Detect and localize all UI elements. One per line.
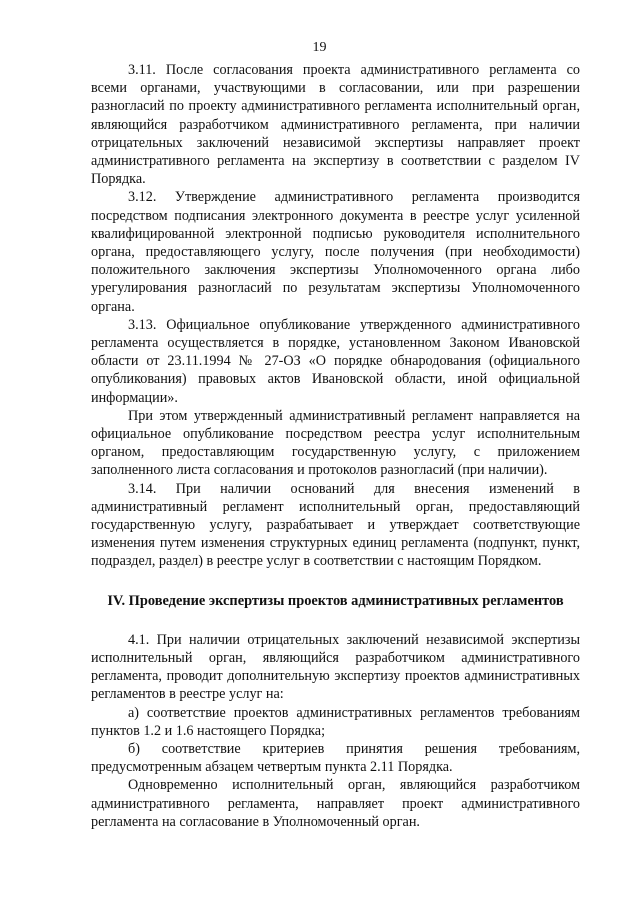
paragraph-3-12: 3.12. Утверждение административного регламента производится посредством подписания электронного документа в реестре услуг усиленной квалифицированной электронной подписью руководителя исполнительного органа, предоставляющего услугу, после получения (при необходимости) положительного заключения экспертизы Уполномоченного органа либо урегулирования разногласий по результатам экспертизы Уполномоченного органа.: [91, 189, 580, 315]
document-body: [91, 61, 580, 831]
paragraph-4-1-b: б) соответствие критериев принятия решения требованиям, предусмотренным абзацем четвертым пункта 2.11 Порядка.: [91, 740, 580, 776]
paragraph-4-1-continued: Одновременно исполнительный орган, являющийся разработчиком административного регламента, направляет проект административного регламента на согласование в Уполномоченный орган.: [91, 777, 580, 830]
paragraph-3-14: 3.14. При наличии оснований для внесения изменений в административный регламент исполнительный орган, предоставляющий государственную услугу, разрабатывает и утверждает соответствующие изменения путем изменения структурных единиц регламента (подпункт, пункт, подраздел, раздел) в реестре услуг в соответствии с настоящим Порядком.: [91, 480, 580, 570]
paragraph-4-1-a: а) соответствие проектов административных регламентов требованиям пунктов 1.2 и 1.6 настоящего Порядка;: [91, 704, 580, 739]
section-heading: IV. Проведение экспертизы проектов административных регламентов: [107, 592, 564, 609]
paragraph-3-11: 3.11. После согласования проекта административного регламента со всеми органами, участвующими в согласовании, или при разрешении разногласий по проекту административного регламента исполнительный орган, являющийся разработчиком административного регламента, при наличии отрицательных заключений независимой экспертизы направляет проект административного регламента на экспертизу в соответствии с разделом IV Порядка.: [91, 62, 580, 188]
paragraph-3-13-continued: При этом утвержденный административный регламент направляется на официальное опубликование посредством реестра услуг исполнительным органом, предоставляющим государственную услугу, с приложением заполненного листа согласования и протоколов разногласий (при наличии).: [91, 407, 580, 479]
paragraph-4-1: 4.1. При наличии отрицательных заключений независимой экспертизы исполнительный орган, являющийся разработчиком административного регламента, проводит дополнительную экспертизу проектов административных регламентов в реестре услуг на:: [91, 631, 580, 703]
page-number: 19: [312, 40, 327, 55]
paragraph-3-13: 3.13. Официальное опубликование утвержденного административного регламента осуществляется в порядке, установленном Законом Ивановской области от 23.11.1994 № 27-ОЗ «О порядке обнародования (официального опубликования) правовых актов Ивановской области, иной официальной информации».: [91, 316, 580, 406]
